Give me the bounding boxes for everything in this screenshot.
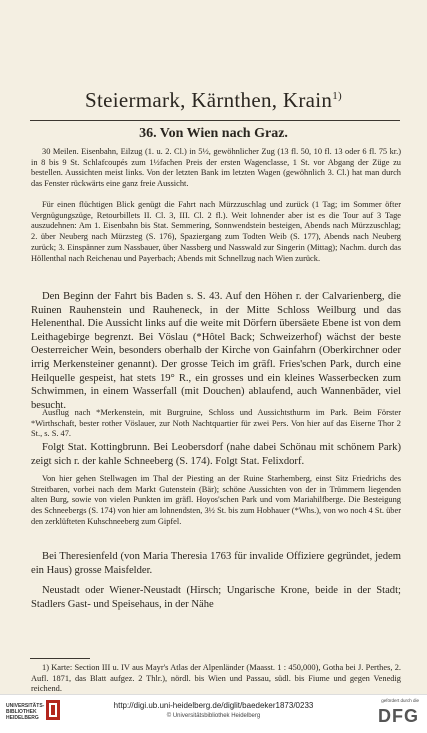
library-line: BIBLIOTHEK	[6, 709, 37, 715]
chapter-title-text: Steiermark, Kärnthen, Krain	[85, 88, 333, 112]
paragraph-merkenstein: Ausflug nach *Merkenstein, mit Burgruine, Schloss und Aussichtsthurm im Park. Beim Förster *Wirthschaft, bester rother Vöslauer, zur Noth Nachtquartier für zwei Pers. Von hier auf das Eiserne Thor 2 St., s. S. 47.	[31, 408, 401, 439]
dfg-logo: DFG	[378, 706, 419, 726]
paragraph-piesting: Von hier gehen Stellwagen im Thal der Piesting an der Ruine Starhemberg, einst Sitz Friedrichs des Streitbaren, vorbei nach dem Markt Gutenstein (Bär); schöne Aussichten von der in Trümmern liegenden alten Burg, sowie von vielen Punkten im gräfl. Hoyos'schen Park und vom Mariahilfberge. Die Besteigung des Schneebergs (S. 174) von hier am lohnendsten, 3½ St. bis zum Hobhauer (*Whs.), von wo noch 4 St. über den zerklüfteten Kuhschneeberg zum Gipfel.	[31, 474, 401, 526]
library-line: HEIDELBERG	[6, 715, 39, 721]
header-rule	[30, 120, 400, 121]
funding-note: gefördert durch die	[381, 698, 419, 703]
paragraph-route-info: 30 Meilen. Eisenbahn, Eilzug (1. u. 2. Cl.) in 5½, gewöhnlicher Zug (13 fl. 50, 10 fl. 13 oder 6 fl. 75 kr.) in 8 bis 9 St. Schlafcoupés zum 1½fachen Preis der ersten Wagenclasse, 1 St. vor Abgang der Züge zu bestellen. Aussichten meist links. Von der letzten Bank im letzten Wagen (gewöhnlich 3. Cl.) hat man durch das Fenster rückwärts eine ganz freie Aussicht.	[31, 147, 401, 189]
digitization-footer	[0, 694, 427, 733]
paragraph-baden-voeslau: Den Beginn der Fahrt bis Baden s. S. 43. Auf den Höhen r. der Calvarienberg, die Ruinen Rauhenstein und Rauheneck, in der Mitte Schloss Weilburg und das Helenenthal. Die Aussicht links auf die weite mit Dörfern übersäete Ebene ist von dem Leithagebirge begrenzt. Bei Vöslau (*Hôtel Back; Schweizerhof) wächst der beste Oesterreicher Wein, besonders oberhalb der Kirche von Gainfahrn (Oberkirchner oder irrig Merkensteiner genannt). Der grosse Teich im gräfl. Fries'schen Park, durch eine Heilquelle gespeist, hat stets 19° R., ein grosses und ein kleines Wasserbecken zum Schwimmen, in einem Wasserfall (mit Douchen) ablaufend, auch Wannenbäder, viel besucht.	[31, 291, 401, 411]
source-url-link[interactable]: http://digi.ub.uni-heidelberg.de/diglit/baedeker1873/0233	[113, 701, 314, 710]
library-line: UNIVERSITÄTS-	[6, 703, 45, 709]
chapter-footnote-marker: 1)	[332, 90, 342, 102]
copyright-text: © Universitätsbibliothek Heidelberg	[166, 713, 261, 719]
section-title: 36. Von Wien nach Graz.	[139, 126, 288, 141]
paragraph-tour-suggestion: Für einen flüchtigen Blick genügt die Fahrt nach Mürzzuschlag und zurück (1 Tag; im Sommer öfter Vergnügungszüge, Retourbillets II. Cl. 3, III. Cl. 2 fl.). Weit lohnender aber ist es die Tour auf 3 Tage auszudehnen: Am 1. Eisenbahn bis Stat. Semmering, Sonnwendstein besteigen, Abends nach Mürzzuschlag; 2. über Neuberg nach Mürzsteg (S. 176), Spaziergang zum Todten Weib (S. 177), Abends nach Neuberg zurück; 3. Einspänner zum Nassbauer, über Nassberg und Nasswald zur Singerin (Mittag); Nachm. durch das Höllenthal nach Reichenau und Payerbach; Abends mit Schnellzug nach Wien zurück.	[31, 200, 401, 263]
paragraph-neustadt: Neustadt oder Wiener-Neustadt (Hirsch; Ungarische Krone, beide in der Stadt; Stadlers Gast- und Speisehaus, in der Nähe	[31, 585, 401, 610]
footnote-map: 1) Karte: Section III u. IV aus Mayr's Atlas der Alpenländer (Maasst. 1 : 450,000), Gotha bei J. Perthes, 2. Aufl. 1871, das Blatt aufgez. 2 Thlr.), nördl. bis Wien und Passau, südl. bis Fiume und gegen Venedig reichend.	[31, 663, 401, 694]
paragraph-theresienfeld: Bei Theresienfeld (von Maria Theresia 1763 für invalide Offiziere gegründet, jedem ein Haus) grosse Maisfelder.	[31, 551, 401, 576]
chapter-title	[0, 88, 427, 113]
paragraph-kottingbrunn: Folgt Stat. Kottingbrunn. Bei Leobersdorf (nahe dabei Schönau mit schönem Park) zeigt sich r. der kahle Schneeberg (S. 174). Folgt Stat. Felixdorf.	[31, 442, 401, 467]
footnote-rule	[30, 658, 90, 659]
